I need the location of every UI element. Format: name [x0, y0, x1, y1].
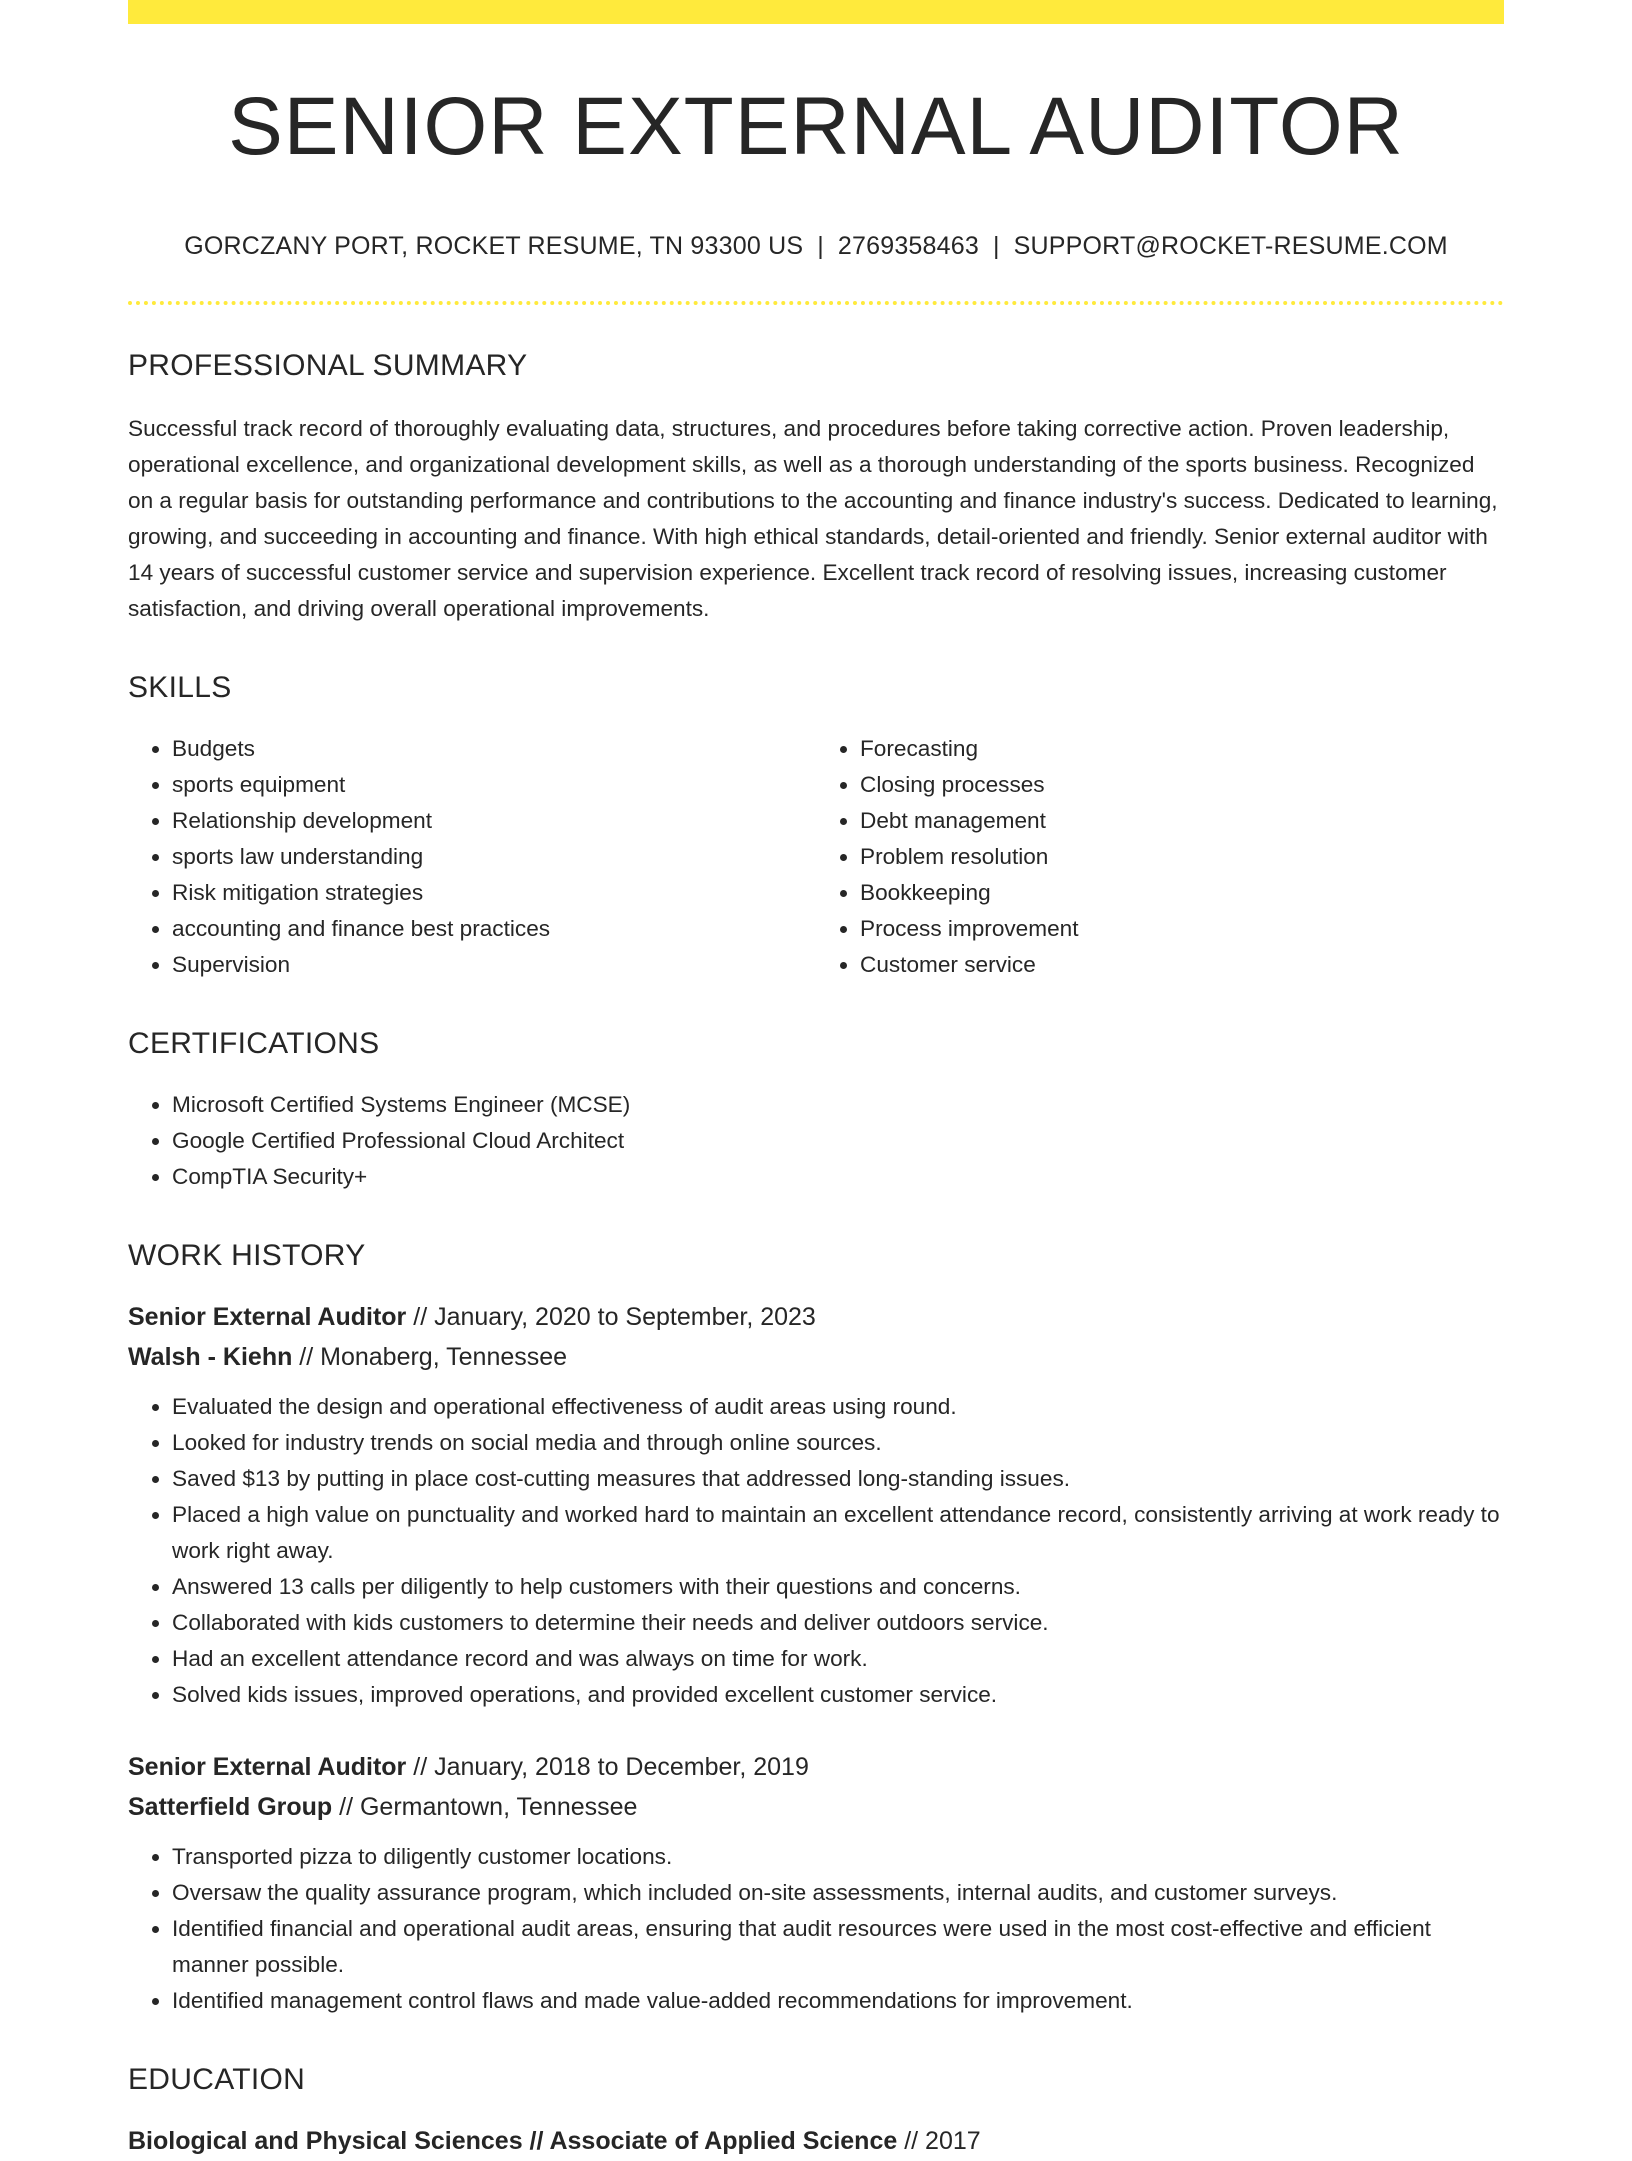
job-dates: // January, 2018 to December, 2019	[406, 1753, 809, 1782]
job-duty-item: • Collaborated with kids customers to determine their needs and deliver outdoors service.	[172, 1605, 1504, 1641]
certifications-heading: CERTIFICATIONS	[128, 1027, 380, 1061]
job-company-line	[128, 1787, 1504, 1827]
skill-item: • Budgets	[172, 731, 816, 767]
job-title: Senior External Auditor	[128, 1303, 407, 1332]
summary-text: Successful track record of thoroughly evaluating data, structures, and procedures before taking corrective action. Proven leadership, operational excellence, and organizational development skills, as well as a thorough understanding of the sports business. Recognized on a regular basis for outstanding performance and contributions to the accounting and finance industry's success. Dedicated to learning, growing, and succeeding in accounting and finance. With high ethical standards, detail-oriented and friendly. Senior external auditor with 14 years of successful customer service and supervision experience. Excellent track record of resolving issues, increasing customer satisfaction, and driving overall operational improvements.	[128, 416, 1498, 622]
contact-line	[128, 234, 1504, 259]
skill-item: • Closing processes	[860, 767, 1504, 803]
education-degree: Biological and Physical Sciences // Associate of Applied Science	[128, 2127, 898, 2156]
job-title-line	[128, 1297, 1504, 1337]
certifications-list	[128, 1087, 1504, 1195]
education-year: // 2017	[897, 2127, 981, 2156]
certification-item: • Google Certified Professional Cloud Architect	[172, 1123, 1504, 1159]
job-duty-item: • Had an excellent attendance record and was always on time for work.	[172, 1641, 1504, 1677]
skill-item: • sports equipment	[172, 767, 816, 803]
contact-address: GORCZANY PORT, ROCKET RESUME, TN 93300 US	[184, 232, 804, 261]
job-title: Senior External Auditor	[128, 1753, 407, 1782]
work-history-heading: WORK HISTORY	[128, 1239, 366, 1273]
job-company-line	[128, 1337, 1504, 1377]
job-duty-item: • Placed a high value on punctuality and worked hard to maintain an excellent attendance record, consistently arriving at work ready to work right away.	[172, 1497, 1504, 1569]
job-duties	[128, 1839, 1504, 2019]
header-divider	[128, 301, 1504, 305]
certification-item: • CompTIA Security+	[172, 1159, 1504, 1195]
job-duty-item: • Solved kids issues, improved operations, and provided excellent customer service.	[172, 1677, 1504, 1713]
education-heading: EDUCATION	[128, 2063, 306, 2097]
skill-item: • Problem resolution	[860, 839, 1504, 875]
contact-separator: |	[992, 232, 1000, 261]
skill-item: • Risk mitigation strategies	[172, 875, 816, 911]
job-title-line	[128, 1747, 1504, 1787]
skill-item: • Bookkeeping	[860, 875, 1504, 911]
job-duty-item: • Identified management control flaws and made value-added recommendations for improvement.	[172, 1983, 1504, 2019]
skill-item: • Supervision	[172, 947, 816, 983]
contact-phone: 2769358463	[837, 232, 979, 261]
job-duty-item: • Looked for industry trends on social media and through online sources.	[172, 1425, 1504, 1461]
job-duties	[128, 1389, 1504, 1713]
resume-title: SENIOR EXTERNAL AUDITOR	[228, 81, 1404, 172]
job-duty-item: • Oversaw the quality assurance program, which included on-site assessments, internal audits, and customer surveys.	[172, 1875, 1504, 1911]
skills-list-right	[816, 731, 1504, 983]
job-duty-item: • Identified financial and operational audit areas, ensuring that audit resources were used in the most cost-effective and efficient manner possible.	[172, 1911, 1504, 1983]
job-location: // Germantown, Tennessee	[332, 1793, 638, 1822]
job-company: Satterfield Group	[128, 1793, 333, 1822]
skill-item: • Customer service	[860, 947, 1504, 983]
accent-bar	[128, 0, 1504, 24]
education-entry	[128, 2121, 1504, 2161]
skills-heading: SKILLS	[128, 671, 232, 705]
job-entry	[128, 1747, 1504, 2019]
skill-item: • accounting and finance best practices	[172, 911, 816, 947]
job-duty-item: • Answered 13 calls per diligently to help customers with their questions and concerns.	[172, 1569, 1504, 1605]
job-duty-item: • Evaluated the design and operational effectiveness of audit areas using round.	[172, 1389, 1504, 1425]
skills-columns	[128, 731, 1504, 983]
summary-heading: PROFESSIONAL SUMMARY	[128, 349, 528, 383]
contact-email: SUPPORT@ROCKET-RESUME.COM	[1013, 232, 1448, 261]
job-company: Walsh - Kiehn	[128, 1343, 293, 1372]
skill-item: • Relationship development	[172, 803, 816, 839]
skill-item: • Debt management	[860, 803, 1504, 839]
skill-item: • Forecasting	[860, 731, 1504, 767]
job-location: // Monaberg, Tennessee	[292, 1343, 568, 1372]
job-dates: // January, 2020 to September, 2023	[406, 1303, 816, 1332]
certification-item: • Microsoft Certified Systems Engineer (MCSE)	[172, 1087, 1504, 1123]
skill-item: • Process improvement	[860, 911, 1504, 947]
job-duty-item: • Transported pizza to diligently customer locations.	[172, 1839, 1504, 1875]
job-entry	[128, 1297, 1504, 1713]
contact-separator: |	[817, 232, 824, 261]
skill-item: • sports law understanding	[172, 839, 816, 875]
skills-list-left	[128, 731, 816, 983]
job-duty-item: • Saved $13 by putting in place cost-cutting measures that addressed long-standing issues.	[172, 1461, 1504, 1497]
resume-page	[128, 0, 1504, 2161]
